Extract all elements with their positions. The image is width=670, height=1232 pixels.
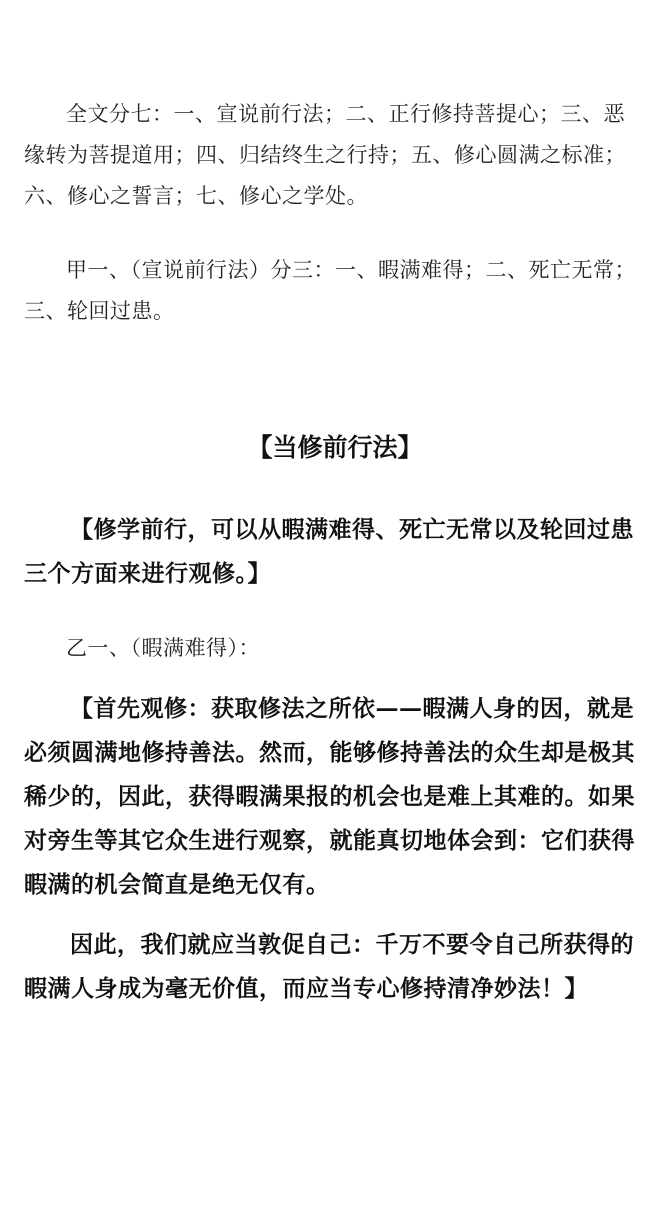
section-yi1-paragraph: 乙一、（暇满难得）： — [66, 636, 260, 660]
intro-paragraph: 全文分七：一、宣说前行法；二、正行修持菩提心；三、恶缘转为菩提道用；四、归结终生之行持；五、修心圆满之标准；六、修心之誓言；七、修心之学处。 — [24, 102, 626, 208]
summary-paragraph: 【修学前行，可以从暇满难得、死亡无常以及轮回过患三个方面来进行观修。】 — [24, 516, 634, 587]
body-paragraph-1: 【首先观修：获取修法之所依——暇满人身的因，就是必须圆满地修持善法。然而，能够修持善法的众生却是极其稀少的，因此，获得暇满果报的机会也是难上其难的。如果对旁生等其它众生进行观察，就能真切地体会到：它们获得暇满的机会简直是绝无仅有。 — [24, 695, 635, 898]
body-paragraph-2: 因此，我们就应当敦促自己：千万不要令自己所获得的暇满人身成为毫无价值，而应当专心修持清净妙法！】 — [24, 931, 634, 1002]
section-jia1-paragraph: 甲一、（宣说前行法）分三：一、暇满难得；二、死亡无常；三、轮回过患。 — [24, 258, 636, 323]
section-heading: 【当修前行法】 — [247, 433, 423, 462]
